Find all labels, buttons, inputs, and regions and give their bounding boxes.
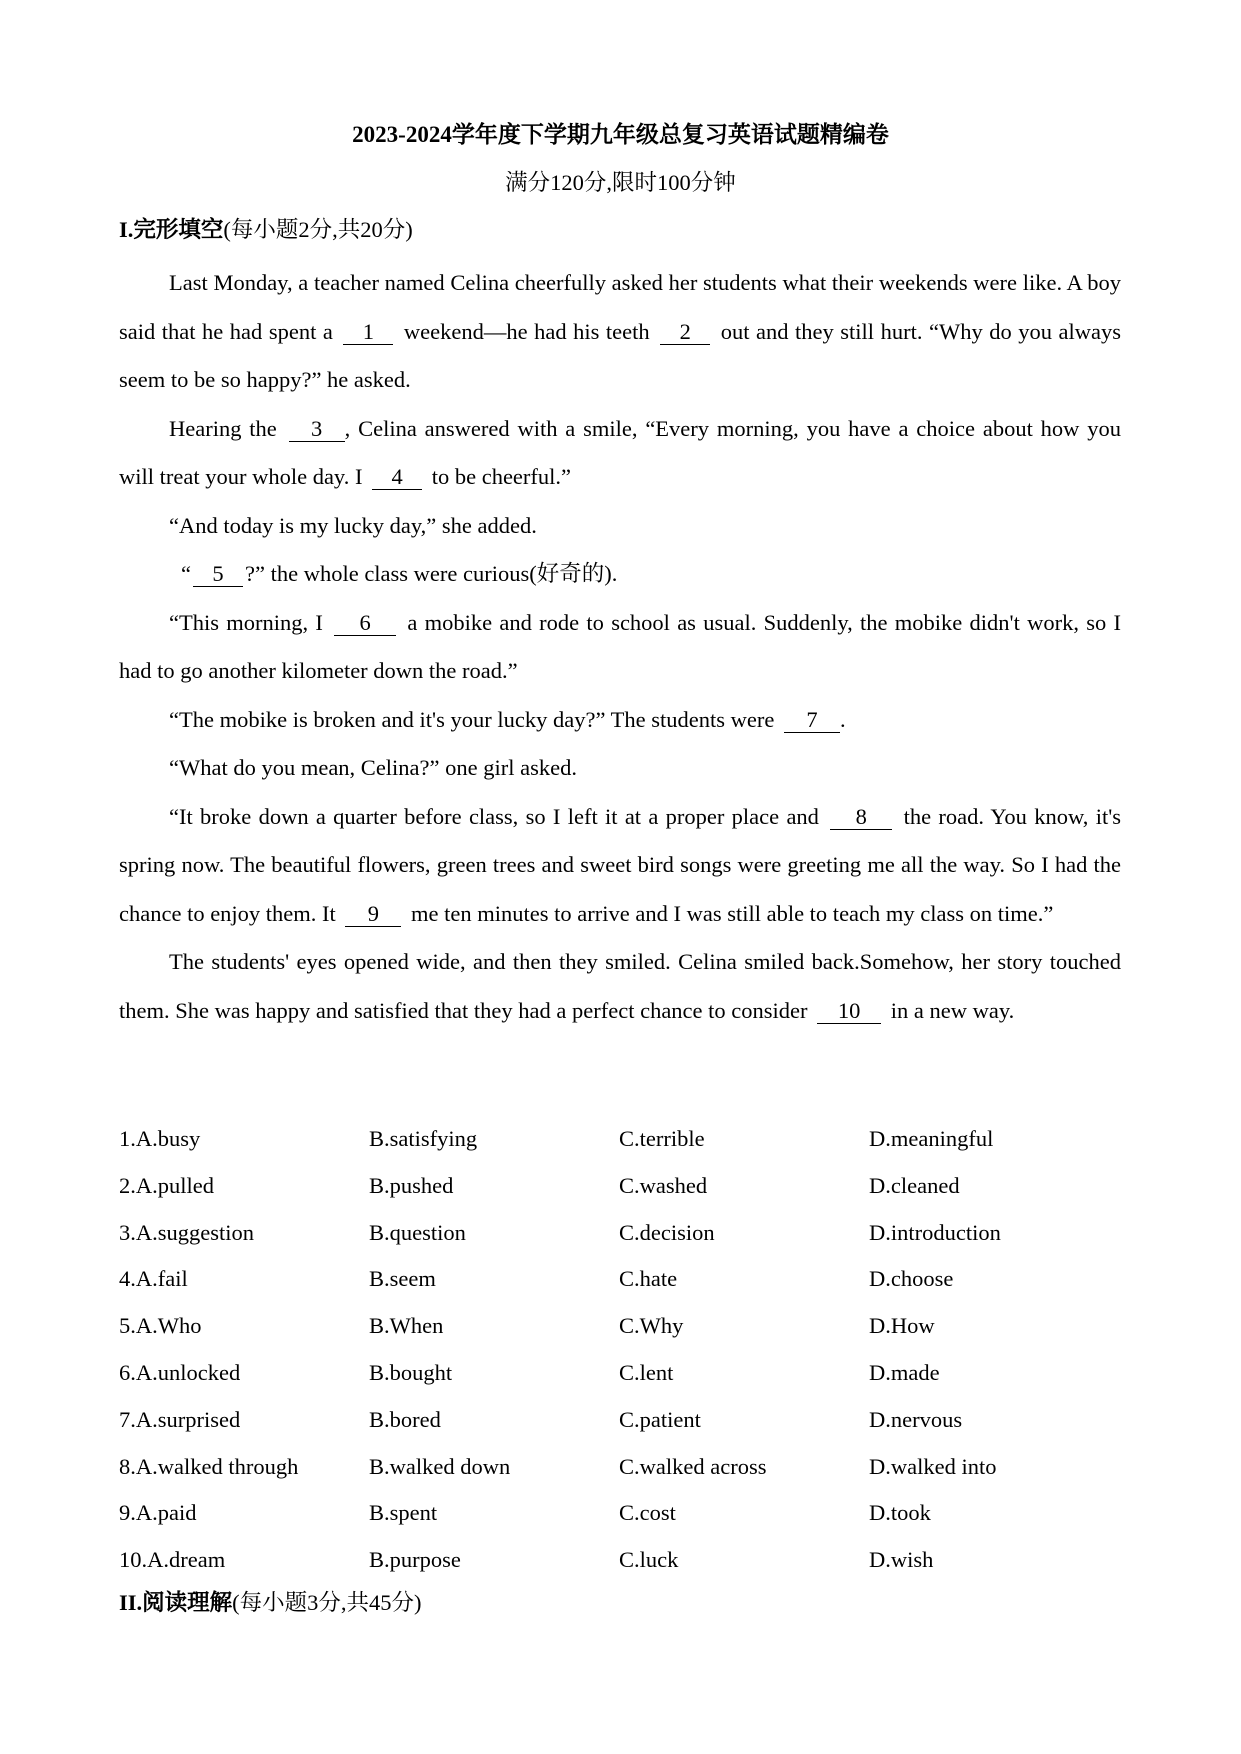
paragraph-9: The students' eyes opened wide, and then they smiled. Celina smiled back.Somehow, her story touched them. She was happy and satisfied that they had a perfect chance to consider 10 in a new way. bbox=[119, 949, 1121, 1023]
option-d: D.cleaned bbox=[869, 1172, 960, 1198]
paragraph-1: Last Monday, a teacher named Celina cheerfully asked her students what their weekends were like. A boy said that he had spent a 1 weekend—he had his teeth 2 out and they still hurt. “Why do you always seem to be so happy?” he asked. bbox=[119, 270, 1122, 392]
option-c: C.decision bbox=[619, 1219, 715, 1245]
option-d: D.How bbox=[869, 1313, 935, 1339]
option-b: B.bored bbox=[369, 1406, 441, 1432]
option-c: C.cost bbox=[619, 1500, 676, 1526]
option-b: B.When bbox=[369, 1313, 444, 1339]
option-row bbox=[119, 1545, 1121, 1592]
option-c: C.washed bbox=[619, 1172, 708, 1198]
option-c: C.Why bbox=[619, 1313, 684, 1339]
option-row bbox=[119, 1358, 1121, 1405]
option-a: 1.A.busy bbox=[119, 1126, 201, 1151]
paragraph-3: “And today is my lucky day,” she added. bbox=[169, 512, 537, 538]
page-subtitle: 满分120分,限时100分钟 bbox=[505, 170, 736, 195]
option-b: B.bought bbox=[369, 1359, 453, 1385]
option-c: C.patient bbox=[619, 1406, 701, 1432]
option-row bbox=[119, 1452, 1121, 1499]
option-d: D.choose bbox=[869, 1266, 954, 1292]
blank-4: 4 bbox=[372, 465, 422, 490]
option-row bbox=[119, 1171, 1121, 1218]
option-c: C.luck bbox=[619, 1547, 679, 1573]
option-b: B.pushed bbox=[369, 1172, 454, 1198]
option-a: 4.A.fail bbox=[119, 1266, 188, 1292]
option-c: C.hate bbox=[619, 1266, 678, 1292]
option-d: D.took bbox=[869, 1500, 931, 1526]
option-row bbox=[119, 1311, 1121, 1358]
section-heading-reading bbox=[119, 1588, 422, 1618]
paragraph-8: “It broke down a quarter before class, so I left it at a proper place and 8 the road. You know, it's spring now. The beautiful flowers, green trees and sweet bird songs were greeting me all the way. So I had the chance to enjoy them. It 9 me ten minutes to arrive and I was still able to teach my class on time.” bbox=[119, 803, 1122, 926]
blank-1: 1 bbox=[343, 320, 393, 345]
paragraph-2: Hearing the 3 , Celina answered with a smile, “Every morning, you have a choice about how you will treat your whole day. I 4 to be cheerful.” bbox=[119, 415, 1121, 489]
cloze-passage bbox=[119, 259, 1121, 1035]
paragraph-6: “The mobike is broken and it's your lucky day?” The students were 7 . bbox=[169, 706, 846, 732]
option-d: D.wish bbox=[869, 1547, 934, 1573]
option-row bbox=[119, 1124, 1121, 1171]
paragraph-4: “ 5 ?” the whole class were curious(好奇的). bbox=[181, 561, 618, 586]
section-label: I.完形填空 bbox=[119, 217, 224, 242]
option-a: 7.A.surprised bbox=[119, 1406, 241, 1432]
option-a: 6.A.unlocked bbox=[119, 1359, 241, 1385]
option-b: B.seem bbox=[369, 1266, 436, 1292]
option-b: B.spent bbox=[369, 1500, 438, 1526]
option-a: 8.A.walked through bbox=[119, 1453, 299, 1479]
page-title: 2023-2024学年度下学期九年级总复习英语试题精编卷 bbox=[352, 122, 889, 147]
option-row bbox=[119, 1264, 1121, 1311]
blank-3: 3 bbox=[289, 417, 345, 442]
option-a: 5.A.Who bbox=[119, 1313, 202, 1339]
option-b: B.question bbox=[369, 1219, 466, 1245]
option-row bbox=[119, 1498, 1121, 1545]
blank-6: 6 bbox=[334, 611, 396, 636]
blank-8: 8 bbox=[830, 805, 892, 830]
blank-5: 5 bbox=[193, 562, 243, 587]
option-d: D.nervous bbox=[869, 1406, 963, 1432]
option-c: C.walked across bbox=[619, 1453, 767, 1479]
section-heading-cloze bbox=[119, 215, 413, 245]
option-b: B.satisfying bbox=[369, 1126, 478, 1151]
option-a: 9.A.paid bbox=[119, 1500, 197, 1526]
option-row bbox=[119, 1218, 1121, 1265]
option-c: C.terrible bbox=[619, 1126, 705, 1151]
option-d: D.walked into bbox=[869, 1453, 997, 1479]
option-a: 2.A.pulled bbox=[119, 1172, 214, 1198]
blank-7: 7 bbox=[784, 708, 840, 733]
section-note: (每小题2分,共20分) bbox=[223, 217, 413, 242]
blank-2: 2 bbox=[660, 320, 710, 345]
option-a: 3.A.suggestion bbox=[119, 1219, 254, 1245]
blank-10: 10 bbox=[817, 999, 881, 1024]
paragraph-7: “What do you mean, Celina?” one girl asked. bbox=[169, 755, 577, 780]
option-d: D.introduction bbox=[869, 1219, 1001, 1245]
option-b: B.walked down bbox=[369, 1453, 511, 1479]
option-d: D.made bbox=[869, 1359, 940, 1385]
section-note: (每小题3分,共45分) bbox=[232, 1590, 422, 1615]
answer-options bbox=[119, 1124, 1121, 1592]
paragraph-5: “This morning, I 6 a mobike and rode to school as usual. Suddenly, the mobike didn't work, so I had to go another kilometer down the road.” bbox=[119, 609, 1121, 683]
option-d: D.meaningful bbox=[869, 1126, 994, 1151]
option-c: C.lent bbox=[619, 1359, 674, 1385]
option-a: 10.A.dream bbox=[119, 1547, 226, 1573]
section-label: II.阅读理解 bbox=[119, 1590, 233, 1615]
option-b: B.purpose bbox=[369, 1547, 461, 1573]
option-row bbox=[119, 1405, 1121, 1452]
blank-9: 9 bbox=[345, 902, 401, 927]
